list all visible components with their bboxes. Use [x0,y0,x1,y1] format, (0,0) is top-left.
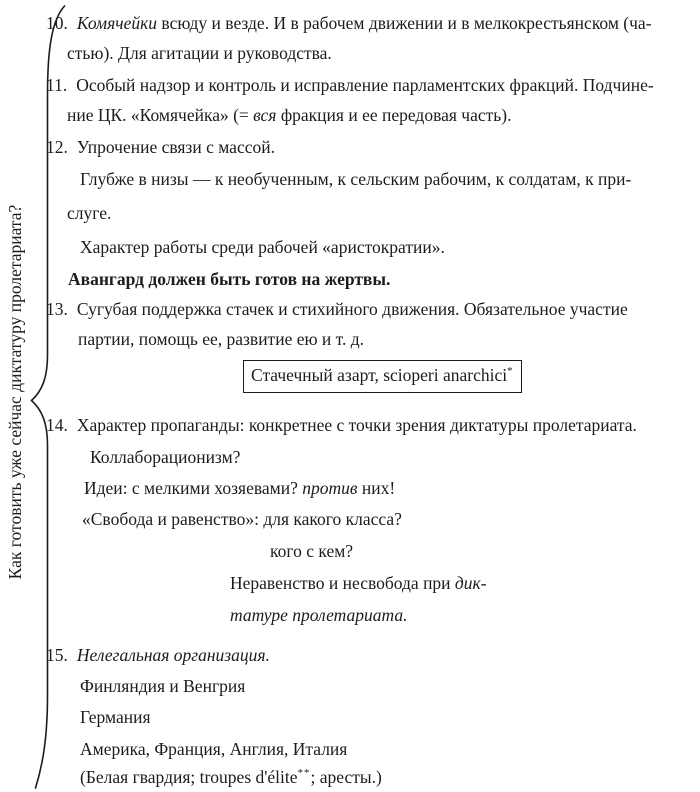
item-12-line-3: слуге. [67,203,112,223]
emphasis-protiv: против [302,478,358,498]
item-15-line-5: (Белая гвардия; troupes d'élite**; аресты.) [80,767,382,787]
margin-question-vertical: Как готовить уже сейчас диктатуру пролетариата? [5,204,25,580]
item-15-line-2: Финляндия и Венгрия [80,676,246,696]
item-14-line-2: Коллаборационизм? [90,447,241,467]
item-14-line-1: 14. Характер пропаганды: конкретнее с точки зрения диктатуры пролетариата. [46,415,637,435]
item-14-line-5: кого с кем? [270,541,354,561]
item-12-slogan-bold: Авангард должен быть готов на жертвы. [68,269,391,289]
item-11-line-2: ние ЦК. «Комячейка» (= вся фракция и ее передовая часть). [67,105,512,125]
emphasis-vsya: вся [253,105,277,125]
boxed-note [243,360,522,393]
item-12-line-1: 12. Упрочение связи с массой. [46,137,275,157]
item-14-line-7: татуре пролетариата. [230,605,408,625]
item-11-line-1: 11. Особый надзор и контроль и исправление парламентских фракций. Подчине- [46,75,654,95]
item-10-line-1 [46,12,652,34]
item-12-line-2: Глубже в низы — к необученным, к сельским рабочим, к солдатам, к при- [80,169,632,189]
item-10-keyword: Комячейки [76,13,158,33]
item-10-text: всюду и везде. И в рабочем движении и в мелкокрестьянском (ча- [157,13,652,33]
item-12-line-4: Характер работы среди рабочей «аристократии». [80,237,445,257]
emphasis-dik: дик- [454,573,487,593]
footnote-marker-single: * [507,365,514,378]
item-15-line-4: Америка, Франция, Англия, Италия [80,739,348,759]
item-14-line-6: Неравенство и несвобода при дик- [230,573,487,593]
item-13-line-2: партии, помощь ее, развитие ею и т. д. [78,329,365,349]
item-14-number: 14. [46,415,68,435]
boxed-note-text: Стачечный азарт, scioperi anarchici [251,365,508,385]
item-13-number: 13. [46,299,68,319]
item-15-heading: Нелегальная организация. [76,645,270,665]
item-12-number: 12. [46,137,68,157]
item-14-line-4: «Свобода и равенство»: для какого класса? [82,509,402,529]
item-10-line-2: стью). Для агитации и руководства. [67,43,332,63]
item-14-line-3: Идеи: с мелкими хозяевами? против них! [84,478,396,498]
item-15-number: 15. [46,645,68,665]
item-10-number: 10. [46,13,68,33]
item-13-line-1: 13. Сугубая поддержка стачек и стихийного движения. Обязательное участие [46,299,628,319]
item-11-number: 11. [46,75,68,95]
footnote-marker-double: ** [297,767,311,780]
item-15-line-3: Германия [80,707,151,727]
item-15-line-1 [46,644,270,666]
